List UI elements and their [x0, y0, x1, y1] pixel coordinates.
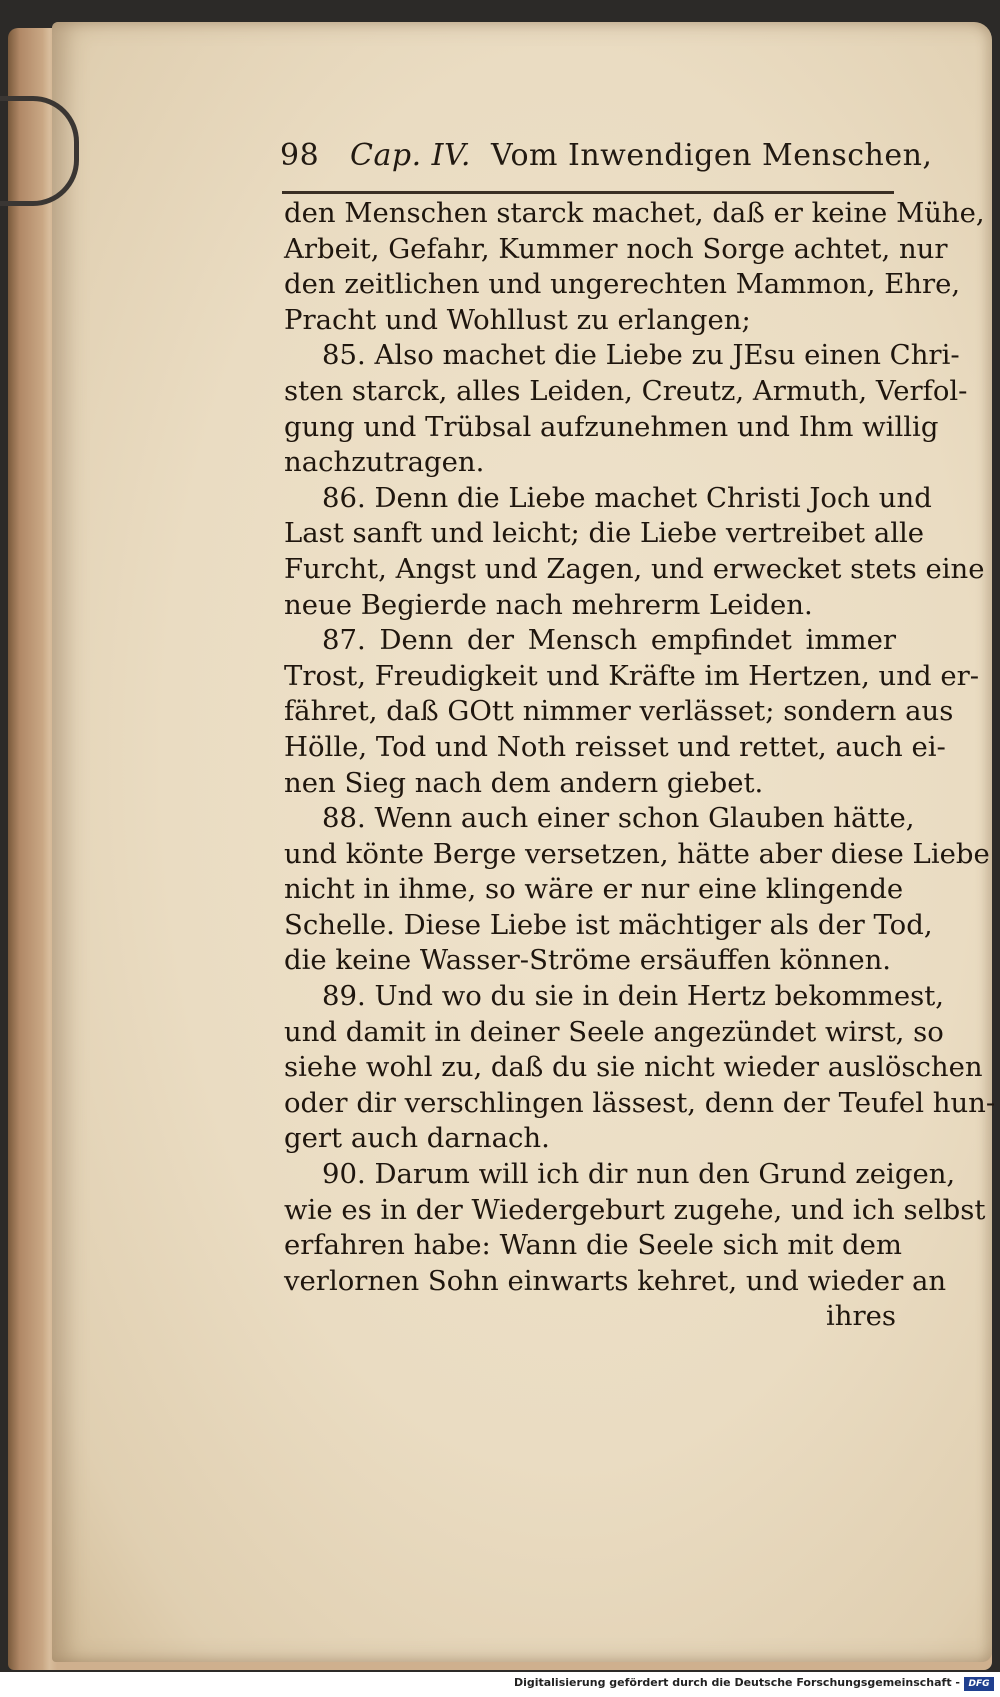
header-rule [282, 191, 894, 194]
text-line: nachzutragen. [284, 446, 485, 479]
text-line: Schelle. Diese Liebe ist mächtiger als der Tod, [284, 908, 933, 941]
text-line: erfahren habe: Wann die Seele sich mit dem [284, 1229, 902, 1262]
body-text [284, 196, 996, 1335]
text-line: 89. Und wo du sie in dein Hertz bekommest, [322, 980, 945, 1013]
dfg-logo-icon: DFG [964, 1677, 994, 1691]
running-head [280, 138, 933, 182]
catchword: ihres [825, 1300, 896, 1333]
text-line: nicht in ihme, so wäre er nur eine klingende [284, 873, 904, 906]
text-line: Furcht, Angst und Zagen, und erwecket stets eine [284, 552, 985, 585]
chapter-label: Cap. IV. [350, 138, 471, 173]
text-line: und könte Berge versetzen, hätte aber diese Liebe [284, 837, 990, 870]
text-line: sten starck, alles Leiden, Creutz, Armuth, Verfol- [284, 374, 968, 407]
text-line: 86. Denn die Liebe machet Christi Joch und [322, 481, 932, 514]
text-line: fähret, daß GOtt nimmer verlässet; sondern aus [284, 695, 954, 728]
text-line: 90. Darum will ich dir nun den Grund zeigen, [322, 1158, 956, 1191]
text-line: nen Sieg nach dem andern giebet. [284, 766, 764, 799]
text-line: gert auch darnach. [284, 1122, 550, 1155]
text-line: Trost, Freudigkeit und Kräfte im Hertzen, und er- [284, 659, 980, 692]
text-line: 87. Denn der Mensch empfindet immer [322, 624, 896, 657]
footer-bar [0, 1672, 1000, 1697]
digitization-credit: Digitalisierung gefördert durch die Deutsche Forschungsgemeinschaft - [513, 1676, 960, 1689]
text-line: oder dir verschlingen lässest, denn der Teufel hun- [284, 1086, 996, 1119]
text-line: den zeitlichen und ungerechten Mammon, Ehre, [284, 268, 961, 301]
text-line: siehe wohl zu, daß du sie nicht wieder auslöschen [284, 1051, 983, 1084]
text-line: Hölle, Tod und Noth reisset und rettet, auch ei- [284, 730, 946, 763]
text-line: Last sanft und leicht; die Liebe vertreibet alle [284, 517, 925, 550]
text-line: Arbeit, Gefahr, Kummer noch Sorge achtet, nur [284, 232, 948, 265]
page-clip-icon [0, 96, 79, 206]
text-line: 85. Also machet die Liebe zu JEsu einen Chri- [322, 339, 960, 372]
text-line: neue Begierde nach mehrerm Leiden. [284, 588, 813, 621]
text-line: wie es in der Wiedergeburt zugehe, und ich selbst [284, 1193, 986, 1226]
text-line: gung und Trübsal aufzunehmen und Ihm willig [284, 410, 939, 443]
text-line: den Menschen starck machet, daß er keine Mühe, [284, 197, 985, 229]
page-number: 98 [280, 138, 320, 173]
text-line: die keine Wasser-Ströme ersäuffen können. [284, 944, 892, 977]
text-line: und damit in deiner Seele angezündet wirst, so [284, 1015, 944, 1048]
text-line: Pracht und Wohllust zu erlangen; [284, 303, 751, 336]
chapter-title: Vom Inwendigen Menschen, [491, 138, 933, 173]
text-line: 88. Wenn auch einer schon Glauben hätte, [322, 802, 915, 835]
text-line: verlornen Sohn einwarts kehret, und wieder an [284, 1264, 947, 1297]
